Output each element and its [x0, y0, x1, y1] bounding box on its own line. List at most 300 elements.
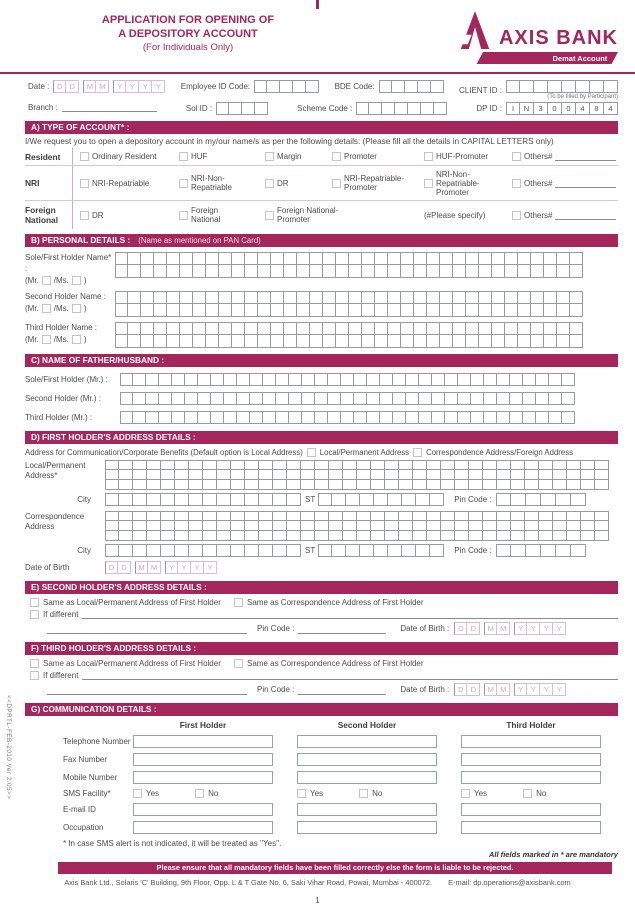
char-box[interactable]	[216, 102, 229, 115]
char-box[interactable]	[414, 304, 427, 317]
char-box[interactable]	[323, 291, 336, 304]
char-box[interactable]	[571, 493, 586, 506]
char-box[interactable]	[180, 291, 193, 304]
char-box[interactable]	[367, 411, 380, 424]
fax-first-holder-input[interactable]	[133, 753, 273, 766]
char-box[interactable]	[318, 493, 332, 506]
char-box[interactable]	[497, 531, 511, 541]
fax-second-holder-input[interactable]	[297, 753, 437, 766]
char-box[interactable]	[276, 411, 289, 424]
e-address-write-line[interactable]	[82, 609, 618, 619]
char-box[interactable]	[541, 493, 556, 506]
char-box[interactable]	[258, 322, 271, 335]
char-box[interactable]	[441, 470, 455, 480]
char-box[interactable]	[133, 392, 146, 405]
char-box[interactable]	[432, 392, 445, 405]
char-box[interactable]: 4	[576, 102, 590, 115]
char-box[interactable]	[427, 480, 441, 490]
char-box[interactable]	[232, 304, 245, 317]
char-box[interactable]	[267, 80, 280, 93]
char-box[interactable]	[505, 252, 518, 265]
char-box[interactable]	[315, 521, 329, 531]
char-box[interactable]	[388, 335, 401, 348]
char-box[interactable]	[441, 531, 455, 541]
third-holder-dob-boxes[interactable]	[454, 683, 566, 696]
char-box[interactable]	[231, 544, 245, 557]
char-box[interactable]	[180, 304, 193, 317]
char-box[interactable]	[430, 544, 444, 557]
char-box[interactable]	[175, 511, 189, 521]
char-box[interactable]	[557, 322, 570, 335]
char-box[interactable]	[492, 322, 505, 335]
char-box[interactable]	[301, 470, 315, 480]
char-box[interactable]	[455, 511, 469, 521]
char-box[interactable]	[595, 470, 609, 480]
char-box[interactable]	[525, 460, 539, 470]
char-box[interactable]	[255, 102, 268, 115]
char-box[interactable]	[405, 80, 418, 93]
char-box[interactable]	[483, 531, 497, 541]
char-box[interactable]	[544, 322, 557, 335]
mobile-first-holder-input[interactable]	[133, 771, 273, 784]
char-box[interactable]	[453, 322, 466, 335]
char-box[interactable]	[458, 411, 471, 424]
char-box[interactable]	[206, 304, 219, 317]
char-box[interactable]: D	[467, 622, 480, 635]
char-box[interactable]	[329, 521, 343, 531]
char-box[interactable]	[329, 511, 343, 521]
telephone-third-holder-input[interactable]	[461, 735, 601, 748]
char-box[interactable]	[557, 335, 570, 348]
char-box[interactable]	[581, 480, 595, 490]
char-box[interactable]	[427, 511, 441, 521]
char-box[interactable]	[371, 521, 385, 531]
char-box[interactable]	[167, 252, 180, 265]
char-box[interactable]	[219, 304, 232, 317]
char-box[interactable]	[520, 80, 534, 93]
char-box[interactable]	[518, 322, 531, 335]
char-box[interactable]	[354, 392, 367, 405]
char-box[interactable]	[245, 460, 259, 470]
char-box[interactable]	[518, 304, 531, 317]
sms-yes-third-checkbox[interactable]	[461, 789, 470, 798]
char-box[interactable]	[154, 265, 167, 278]
char-box[interactable]	[518, 335, 531, 348]
char-box[interactable]	[147, 521, 161, 531]
char-box[interactable]: Y	[139, 80, 152, 93]
char-box[interactable]	[297, 322, 310, 335]
char-box[interactable]	[553, 521, 567, 531]
char-box[interactable]	[414, 252, 427, 265]
char-box[interactable]	[203, 480, 217, 490]
promoter-checkbox[interactable]	[332, 152, 341, 161]
char-box[interactable]	[441, 511, 455, 521]
char-box[interactable]	[523, 411, 536, 424]
char-box[interactable]	[180, 252, 193, 265]
char-box[interactable]	[427, 304, 440, 317]
char-box[interactable]	[105, 493, 119, 506]
char-box[interactable]	[374, 544, 388, 557]
char-box[interactable]	[146, 392, 159, 405]
char-box[interactable]	[471, 392, 484, 405]
char-box[interactable]	[133, 373, 146, 386]
char-box[interactable]	[276, 392, 289, 405]
char-box[interactable]	[349, 335, 362, 348]
char-box[interactable]	[203, 521, 217, 531]
char-box[interactable]	[375, 252, 388, 265]
char-box[interactable]	[159, 411, 172, 424]
char-box[interactable]	[497, 480, 511, 490]
char-box[interactable]	[484, 373, 497, 386]
char-box[interactable]	[217, 460, 231, 470]
char-box[interactable]	[556, 544, 571, 557]
char-box[interactable]	[287, 531, 301, 541]
char-box[interactable]	[167, 322, 180, 335]
mobile-second-holder-input[interactable]	[297, 771, 437, 784]
char-box[interactable]	[505, 335, 518, 348]
char-box[interactable]	[455, 531, 469, 541]
char-box[interactable]	[289, 392, 302, 405]
char-box[interactable]	[570, 265, 583, 278]
f-address-write-line-2[interactable]	[47, 685, 247, 695]
char-box[interactable]	[553, 511, 567, 521]
char-box[interactable]	[511, 521, 525, 531]
char-box[interactable]	[271, 335, 284, 348]
char-box[interactable]	[484, 411, 497, 424]
char-box[interactable]	[399, 480, 413, 490]
char-box[interactable]	[232, 322, 245, 335]
char-box[interactable]	[427, 265, 440, 278]
char-box[interactable]	[341, 373, 354, 386]
char-box[interactable]	[310, 265, 323, 278]
char-box[interactable]	[595, 511, 609, 521]
char-box[interactable]: M	[497, 622, 510, 635]
char-box[interactable]	[445, 411, 458, 424]
char-box[interactable]	[245, 291, 258, 304]
char-box[interactable]	[175, 460, 189, 470]
char-box[interactable]	[362, 291, 375, 304]
char-box[interactable]	[413, 470, 427, 480]
char-box[interactable]	[523, 392, 536, 405]
char-box[interactable]	[301, 480, 315, 490]
char-box[interactable]	[523, 373, 536, 386]
char-box[interactable]	[382, 102, 395, 115]
char-box[interactable]	[401, 265, 414, 278]
char-box[interactable]	[297, 265, 310, 278]
f-address-write-line[interactable]	[82, 670, 618, 680]
f-pin-write-line[interactable]	[298, 685, 386, 695]
email-second-holder-input[interactable]	[297, 803, 437, 816]
char-box[interactable]	[544, 291, 557, 304]
char-box[interactable]	[544, 252, 557, 265]
char-box[interactable]	[189, 544, 203, 557]
char-box[interactable]	[544, 265, 557, 278]
char-box[interactable]	[401, 291, 414, 304]
char-box[interactable]	[553, 460, 567, 470]
char-box[interactable]	[245, 480, 259, 490]
char-box[interactable]	[349, 304, 362, 317]
second-holder-name-grid[interactable]	[115, 291, 583, 317]
char-box[interactable]	[367, 373, 380, 386]
char-box[interactable]	[141, 252, 154, 265]
char-box[interactable]	[511, 460, 525, 470]
char-box[interactable]	[510, 392, 523, 405]
char-box[interactable]	[245, 252, 258, 265]
char-box[interactable]	[115, 252, 128, 265]
corr-st-boxes[interactable]	[318, 544, 444, 557]
second-holder-dob-boxes[interactable]	[454, 622, 566, 635]
char-box[interactable]	[479, 304, 492, 317]
f-same-local-checkbox[interactable]	[30, 659, 39, 668]
nri-non-repatriable-promoter-checkbox[interactable]	[424, 179, 433, 188]
char-box[interactable]: D	[118, 561, 131, 574]
char-box[interactable]	[567, 521, 581, 531]
char-box[interactable]	[469, 521, 483, 531]
char-box[interactable]	[203, 460, 217, 470]
char-box[interactable]	[306, 80, 319, 93]
char-box[interactable]	[414, 322, 427, 335]
sms-no-first-checkbox[interactable]	[195, 789, 204, 798]
char-box[interactable]	[401, 252, 414, 265]
char-box[interactable]	[511, 531, 525, 541]
char-box[interactable]	[315, 531, 329, 541]
char-box[interactable]	[172, 373, 185, 386]
char-box[interactable]	[539, 470, 553, 480]
char-box[interactable]	[380, 411, 393, 424]
char-box[interactable]: N	[520, 102, 534, 115]
char-box[interactable]	[263, 411, 276, 424]
char-box[interactable]	[539, 531, 553, 541]
char-box[interactable]	[193, 335, 206, 348]
sms-no-second-checkbox[interactable]	[359, 789, 368, 798]
char-box[interactable]	[385, 470, 399, 480]
char-box[interactable]	[362, 265, 375, 278]
char-box[interactable]	[217, 493, 231, 506]
margin-checkbox[interactable]	[265, 152, 274, 161]
char-box[interactable]	[421, 102, 434, 115]
char-box[interactable]	[455, 480, 469, 490]
char-box[interactable]	[430, 493, 444, 506]
char-box[interactable]	[531, 335, 544, 348]
char-box[interactable]	[511, 493, 526, 506]
scheme-code-boxes[interactable]	[356, 102, 447, 115]
char-box[interactable]	[189, 493, 203, 506]
char-box[interactable]	[161, 460, 175, 470]
char-box[interactable]: Y	[514, 622, 527, 635]
char-box[interactable]	[273, 480, 287, 490]
char-box[interactable]	[287, 470, 301, 480]
char-box[interactable]	[310, 291, 323, 304]
char-box[interactable]	[497, 373, 510, 386]
char-box[interactable]	[357, 470, 371, 480]
sms-no-third-checkbox[interactable]	[523, 789, 532, 798]
correspondence-address-grid[interactable]	[105, 511, 609, 541]
char-box[interactable]	[154, 335, 167, 348]
char-box[interactable]	[167, 265, 180, 278]
char-box[interactable]: M	[135, 561, 148, 574]
char-box[interactable]	[539, 480, 553, 490]
char-box[interactable]	[453, 335, 466, 348]
char-box[interactable]	[119, 544, 133, 557]
char-box[interactable]	[525, 521, 539, 531]
char-box[interactable]: Y	[540, 683, 553, 696]
char-box[interactable]	[441, 480, 455, 490]
char-box[interactable]	[258, 252, 271, 265]
char-box[interactable]	[258, 304, 271, 317]
char-box[interactable]	[105, 531, 119, 541]
char-box[interactable]	[479, 322, 492, 335]
char-box[interactable]	[329, 470, 343, 480]
nri-repatriable-promoter-checkbox[interactable]	[332, 179, 341, 188]
char-box[interactable]	[273, 470, 287, 480]
char-box[interactable]	[385, 531, 399, 541]
char-box[interactable]	[237, 392, 250, 405]
char-box[interactable]	[357, 511, 371, 521]
char-box[interactable]	[349, 252, 362, 265]
char-box[interactable]	[570, 335, 583, 348]
char-box[interactable]	[362, 335, 375, 348]
char-box[interactable]	[497, 511, 511, 521]
char-box[interactable]	[297, 304, 310, 317]
local-st-boxes[interactable]	[318, 493, 444, 506]
ordinary-resident-checkbox[interactable]	[80, 152, 89, 161]
char-box[interactable]	[203, 511, 217, 521]
char-box[interactable]	[441, 460, 455, 470]
char-box[interactable]	[392, 80, 405, 93]
char-box[interactable]	[217, 521, 231, 531]
char-box[interactable]	[141, 335, 154, 348]
char-box[interactable]	[318, 544, 332, 557]
char-box[interactable]	[315, 411, 328, 424]
char-box[interactable]	[399, 470, 413, 480]
local-pin-boxes[interactable]	[496, 493, 586, 506]
char-box[interactable]	[357, 460, 371, 470]
char-box[interactable]	[483, 460, 497, 470]
char-box[interactable]	[284, 265, 297, 278]
mobile-third-holder-input[interactable]	[461, 771, 601, 784]
char-box[interactable]	[193, 304, 206, 317]
mr-checkbox[interactable]	[42, 335, 51, 344]
char-box[interactable]	[336, 304, 349, 317]
char-box[interactable]	[189, 531, 203, 541]
char-box[interactable]	[497, 521, 511, 531]
corr-pin-boxes[interactable]	[496, 544, 586, 557]
char-box[interactable]	[284, 322, 297, 335]
char-box[interactable]	[413, 521, 427, 531]
char-box[interactable]	[427, 531, 441, 541]
char-box[interactable]: D	[454, 683, 467, 696]
char-box[interactable]	[393, 392, 406, 405]
char-box[interactable]	[289, 411, 302, 424]
char-box[interactable]	[198, 392, 211, 405]
char-box[interactable]	[556, 493, 571, 506]
char-box[interactable]	[206, 265, 219, 278]
char-box[interactable]	[217, 531, 231, 541]
char-box[interactable]	[119, 460, 133, 470]
char-box[interactable]: D	[66, 80, 79, 93]
char-box[interactable]	[399, 511, 413, 521]
char-box[interactable]: D	[53, 80, 66, 93]
char-box[interactable]	[497, 470, 511, 480]
char-box[interactable]	[385, 460, 399, 470]
char-box[interactable]	[231, 470, 245, 480]
char-box[interactable]	[553, 480, 567, 490]
char-box[interactable]	[356, 102, 369, 115]
char-box[interactable]	[492, 291, 505, 304]
char-box[interactable]	[466, 304, 479, 317]
char-box[interactable]	[349, 322, 362, 335]
char-box[interactable]	[133, 544, 147, 557]
char-box[interactable]	[469, 460, 483, 470]
char-box[interactable]	[349, 291, 362, 304]
local-address-grid[interactable]	[105, 460, 609, 490]
char-box[interactable]	[232, 265, 245, 278]
char-box[interactable]	[497, 460, 511, 470]
char-box[interactable]	[263, 392, 276, 405]
char-box[interactable]	[388, 252, 401, 265]
char-box[interactable]	[301, 460, 315, 470]
char-box[interactable]	[466, 265, 479, 278]
char-box[interactable]	[402, 493, 416, 506]
char-box[interactable]	[154, 291, 167, 304]
char-box[interactable]	[310, 252, 323, 265]
char-box[interactable]	[531, 304, 544, 317]
char-box[interactable]	[237, 411, 250, 424]
char-box[interactable]	[280, 80, 293, 93]
occupation-second-holder-input[interactable]	[297, 821, 437, 834]
char-box[interactable]	[484, 392, 497, 405]
char-box[interactable]	[193, 291, 206, 304]
char-box[interactable]	[445, 373, 458, 386]
char-box[interactable]	[471, 411, 484, 424]
ms-checkbox[interactable]	[72, 335, 81, 344]
father-second-holder-grid[interactable]	[120, 392, 575, 405]
char-box[interactable]	[231, 480, 245, 490]
char-box[interactable]	[217, 470, 231, 480]
char-box[interactable]	[440, 322, 453, 335]
foreign-national-checkbox[interactable]	[179, 211, 188, 220]
char-box[interactable]	[206, 291, 219, 304]
char-box[interactable]	[203, 493, 217, 506]
char-box[interactable]	[133, 411, 146, 424]
char-box[interactable]	[119, 521, 133, 531]
char-box[interactable]	[458, 373, 471, 386]
others-resident-checkbox[interactable]	[512, 152, 521, 161]
char-box[interactable]	[259, 521, 273, 531]
char-box[interactable]	[336, 335, 349, 348]
char-box[interactable]	[455, 460, 469, 470]
local-city-boxes[interactable]	[105, 493, 301, 506]
char-box[interactable]	[469, 511, 483, 521]
char-box[interactable]	[232, 291, 245, 304]
huf-promoter-checkbox[interactable]	[424, 152, 433, 161]
char-box[interactable]	[323, 265, 336, 278]
char-box[interactable]	[539, 511, 553, 521]
char-box[interactable]	[211, 411, 224, 424]
char-box[interactable]	[105, 460, 119, 470]
e-same-local-checkbox[interactable]	[30, 598, 39, 607]
char-box[interactable]	[115, 335, 128, 348]
char-box[interactable]	[455, 470, 469, 480]
char-box[interactable]	[328, 411, 341, 424]
char-box[interactable]	[505, 322, 518, 335]
char-box[interactable]	[497, 392, 510, 405]
branch-write-line[interactable]	[62, 102, 157, 112]
char-box[interactable]	[336, 265, 349, 278]
char-box[interactable]	[147, 460, 161, 470]
char-box[interactable]	[263, 373, 276, 386]
char-box[interactable]	[175, 544, 189, 557]
